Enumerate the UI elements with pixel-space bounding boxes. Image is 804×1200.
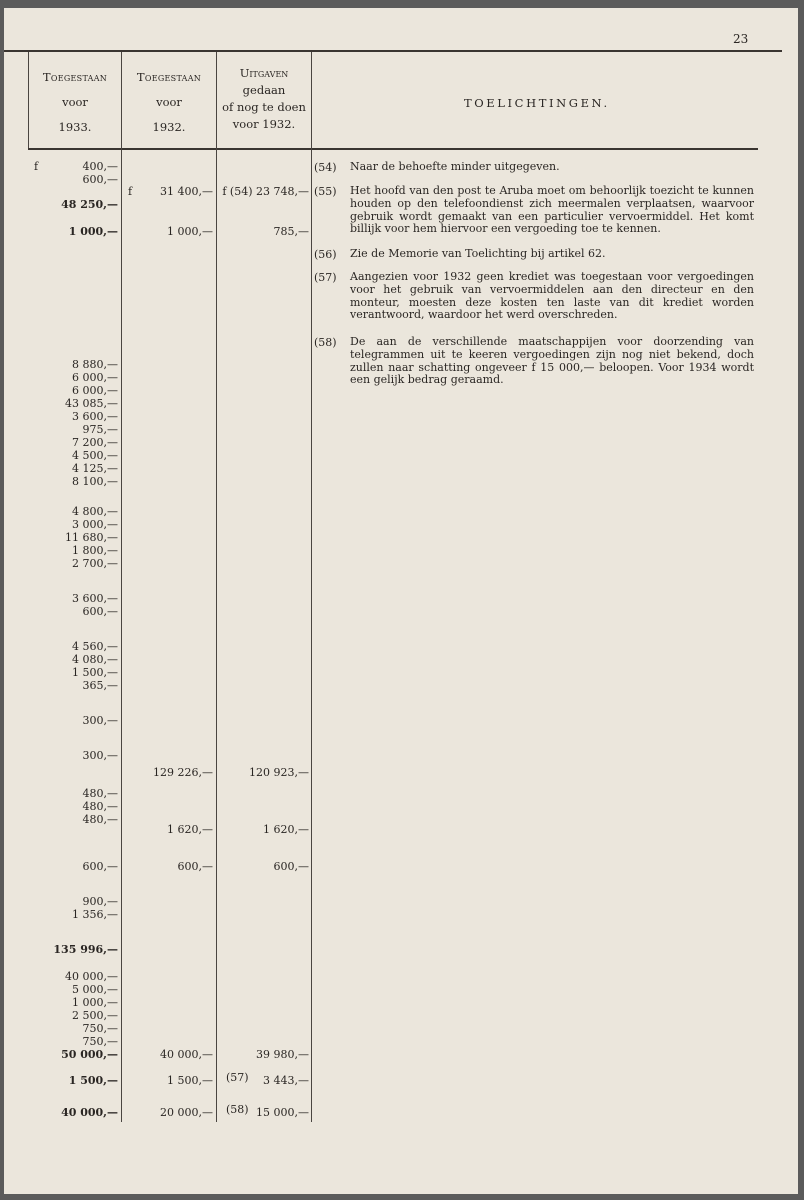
header-col3-line4: voor 1932. [232, 117, 296, 131]
col3-amount: 120 923,— [249, 766, 309, 779]
col3-amount: 3 443,— [263, 1074, 309, 1087]
col2-amount: 1 000,— [167, 225, 213, 238]
note-number: (55) [314, 185, 337, 198]
col1-amount: 6 000,— [72, 384, 118, 397]
header-col3-line3: of nog te doen [222, 100, 306, 114]
document-page [4, 8, 798, 1194]
col1-amount: 43 085,— [65, 397, 118, 410]
note-number: (57) [314, 271, 337, 284]
col1-amount: 975,— [82, 423, 118, 436]
header-col1-line3: 1933. [58, 120, 92, 134]
column-divider-left [28, 52, 29, 148]
col1-amount: 50 000,— [61, 1048, 118, 1061]
col3-amount: 39 980,— [256, 1048, 309, 1061]
col2-amount: 1 500,— [167, 1074, 213, 1087]
currency-prefix-col1: f [34, 160, 39, 173]
header-toelichtingen: TOELICHTINGEN. [464, 96, 610, 110]
col1-amount: 1 356,— [72, 908, 118, 921]
note-text: Aangezien voor 1932 geen krediet was toegestaan voor vergoedingen voor het gebruik van vervoermiddelen aan den directeur en den monteur, moesten deze kosten ten laste van dit krediet worden verantwoord, waardoor het werd overschreden. [350, 270, 754, 322]
currency-prefix-col2: f [128, 185, 133, 198]
col1-amount: 1 000,— [68, 225, 118, 238]
col1-amount: 750,— [82, 1035, 118, 1048]
col2-amount: 40 000,— [160, 1048, 213, 1061]
col2-amount: 1 620,— [167, 823, 213, 836]
col3-amount: f (54) 23 748,— [222, 185, 309, 198]
col2-amount: 129 226,— [153, 766, 213, 779]
col1-amount: 4 500,— [72, 449, 118, 462]
col1-amount: 48 250,— [61, 198, 118, 211]
header-col1-title: Toegestaan [42, 70, 108, 84]
header-col2-line3: 1932. [152, 120, 186, 134]
col1-amount: 4 800,— [72, 505, 118, 518]
col1-amount: 600,— [82, 860, 118, 873]
col1-amount: 365,— [82, 679, 118, 692]
col1-amount: 8 880,— [72, 358, 118, 371]
column-divider-3 [311, 52, 312, 1122]
col1-amount: 4 080,— [72, 653, 118, 666]
col1-amount: 600,— [82, 605, 118, 618]
header-col3-line2: gedaan [242, 83, 286, 97]
column-divider-1 [121, 52, 122, 1122]
col3-amount: 1 620,— [263, 823, 309, 836]
header-col-1933 [30, 70, 120, 134]
col1-amount: 300,— [82, 749, 118, 762]
col2-amount: 600,— [177, 860, 213, 873]
note-text: Naar de behoefte minder uitgegeven. [350, 160, 560, 173]
col3-amount: 785,— [273, 225, 309, 238]
col1-amount: 5 000,— [72, 983, 118, 996]
col1-amount: 300,— [82, 714, 118, 727]
column-divider-2 [216, 52, 217, 1122]
col1-amount: 480,— [82, 813, 118, 826]
col1-amount: 900,— [82, 895, 118, 908]
col1-amount: 1 000,— [72, 996, 118, 1009]
col1-amount: 135 996,— [53, 943, 118, 956]
col3-amount: 600,— [273, 860, 309, 873]
col1-amount: 750,— [82, 1022, 118, 1035]
header-col-uitgaven [218, 66, 310, 131]
col1-amount: 400,— [82, 160, 118, 173]
note-number: (54) [314, 161, 337, 174]
note-text: De aan de verschillende maatschappijen voor doorzending van telegrammen uit te keeren vergoedingen zijn nog niet bekend, doch zullen naar schatting ongeveer f 15 000,— beloopen. Voor 1934 wordt een gelijk bedrag geraamd. [350, 335, 754, 387]
col3-ref-57: (57) [226, 1071, 249, 1084]
col1-amount: 4 560,— [72, 640, 118, 653]
col1-amount: 11 680,— [65, 531, 118, 544]
col1-amount: 2 700,— [72, 557, 118, 570]
note-text: Zie de Memorie van Toelichting bij artikel 62. [350, 247, 606, 260]
col1-amount: 7 200,— [72, 436, 118, 449]
col1-amount: 6 000,— [72, 371, 118, 384]
col1-amount: 3 600,— [72, 410, 118, 423]
col1-amount: 600,— [82, 173, 118, 186]
col2-amount: 31 400,— [160, 185, 213, 198]
col1-amount: 3 600,— [72, 592, 118, 605]
col1-amount: 1 500,— [72, 666, 118, 679]
col3-ref-58: (58) [226, 1103, 249, 1116]
col1-amount: 1 500,— [68, 1074, 118, 1087]
col1-amount: 480,— [82, 787, 118, 800]
header-col2-title: Toegestaan [136, 70, 202, 84]
col1-amount: 2 500,— [72, 1009, 118, 1022]
header-bottom-rule [28, 148, 758, 150]
col1-amount: 40 000,— [65, 970, 118, 983]
col1-amount: 3 000,— [72, 518, 118, 531]
col1-amount: 480,— [82, 800, 118, 813]
col1-amount: 8 100,— [72, 475, 118, 488]
col3-amount: 15 000,— [256, 1106, 309, 1119]
col1-amount: 4 125,— [72, 462, 118, 475]
header-col3-title: Uitgaven [239, 66, 289, 80]
col1-amount: 40 000,— [61, 1106, 118, 1119]
col2-amount: 20 000,— [160, 1106, 213, 1119]
note-number: (56) [314, 248, 337, 261]
header-col-1932 [123, 70, 215, 134]
note-text: Het hoofd van den post te Aruba moet om behoorlijk toezicht te kunnen houden op den telefoondienst zich meermalen verplaatsen, waarvoor gebruik wordt gemaakt van een particulier vervoermiddel. Het komt billijk voor hem hiervoor een vergoeding toe te kennen. [350, 184, 754, 236]
header-col1-line2: voor [62, 95, 88, 109]
col1-amount: 1 800,— [72, 544, 118, 557]
header-col2-line2: voor [156, 95, 182, 109]
note-number: (58) [314, 336, 337, 349]
page-number: 23 [733, 32, 749, 46]
